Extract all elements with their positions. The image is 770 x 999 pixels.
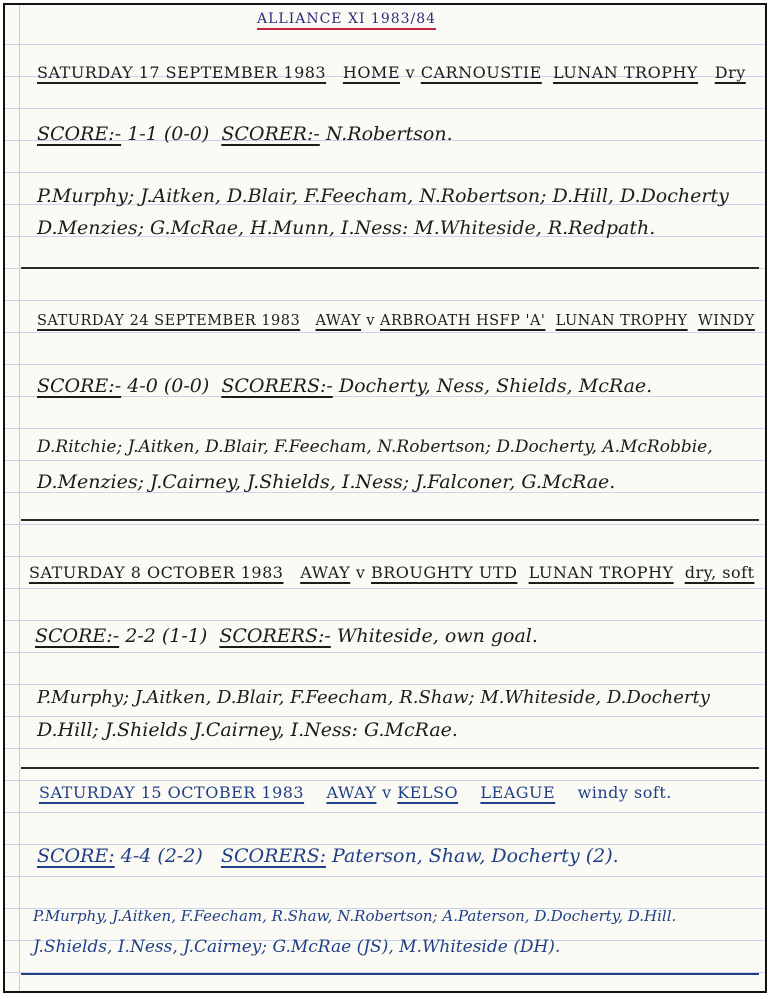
match3-venue: AWAY — [300, 563, 351, 582]
match4-scorers: Paterson, Shaw, Docherty (2). — [332, 845, 619, 867]
match4-venue: AWAY — [326, 783, 377, 802]
match1-scorers: N.Robertson. — [325, 123, 453, 145]
separator-3 — [21, 767, 759, 769]
match1-competition: LUNAN TROPHY — [553, 63, 698, 82]
match3-conditions: dry, soft — [684, 563, 755, 582]
match1-scorers-label: SCORER:- — [221, 123, 320, 145]
separator-1 — [21, 267, 759, 269]
match2-venue: AWAY — [315, 313, 362, 329]
match3-team-line1: P.Murphy; J.Aitken, D.Blair, F.Feecham, R.Shaw; M.Whiteside, D.Docherty — [37, 687, 710, 708]
match4-conditions: windy soft. — [577, 783, 672, 802]
match2-score-line — [37, 375, 652, 397]
match1-vs: v — [405, 63, 416, 82]
match2-conditions: WINDY — [697, 313, 755, 329]
match1-conditions: Dry — [714, 63, 746, 82]
match3-scorers-label: SCORERS:- — [219, 625, 331, 647]
match3-date: SATURDAY 8 OCTOBER 1983 — [29, 563, 284, 582]
match2-scorers: Docherty, Ness, Shields, McRae. — [338, 375, 653, 397]
match4-competition: LEAGUE — [480, 783, 556, 802]
match2-date: SATURDAY 24 SEPTEMBER 1983 — [37, 313, 301, 329]
match3-score-line — [35, 625, 538, 647]
separator-2 — [21, 519, 759, 521]
match1-score: 1-1 (0-0) — [127, 123, 210, 145]
match1-score-line — [37, 123, 453, 145]
match4-score-label: SCORE: — [37, 845, 115, 867]
match1-score-label: SCORE:- — [37, 123, 122, 145]
match4-score-line — [37, 845, 619, 867]
notebook-page — [3, 3, 767, 993]
match4-score: 4-4 (2-2) — [120, 845, 203, 867]
match4-scorers-label: SCORERS: — [220, 845, 326, 867]
match1-date: SATURDAY 17 SEPTEMBER 1983 — [37, 63, 327, 82]
match1-opponent: CARNOUSTIE — [420, 63, 542, 82]
match4-team-line2: J.Shields, I.Ness, J.Cairney; G.McRae (JS), M.Whiteside (DH). — [33, 937, 561, 957]
page-title: ALLIANCE XI 1983/84 — [257, 11, 437, 27]
match2-team-line2: D.Menzies; J.Cairney, J.Shields, I.Ness; J.Falconer, G.McRae. — [37, 471, 616, 493]
match1-team-line1: P.Murphy; J.Aitken, D.Blair, F.Feecham, N.Robertson; D.Hill, D.Docherty — [37, 185, 729, 207]
match2-team-line1: D.Ritchie; J.Aitken, D.Blair, F.Feecham, N.Robertson; D.Docherty, A.McRobbie, — [37, 437, 713, 457]
match4-header — [39, 783, 672, 802]
match3-competition: LUNAN TROPHY — [528, 563, 674, 582]
match2-vs: v — [366, 313, 375, 329]
match1-header — [37, 63, 746, 82]
match2-header — [37, 313, 755, 329]
match3-scorers: Whiteside, own goal. — [336, 625, 538, 647]
match2-opponent: ARBROATH HSFP 'A' — [380, 313, 546, 329]
match3-team-line2: D.Hill; J.Shields J.Cairney, I.Ness: G.McRae. — [37, 719, 458, 741]
match4-team-line1: P.Murphy, J.Aitken, F.Feecham, R.Shaw, N.Robertson; A.Paterson, D.Docherty, D.Hill. — [33, 907, 677, 925]
margin-line — [19, 5, 20, 991]
match4-opponent: KELSO — [397, 783, 459, 802]
match2-competition: LUNAN TROPHY — [555, 313, 688, 329]
match3-header — [29, 563, 754, 582]
match4-date: SATURDAY 15 OCTOBER 1983 — [39, 783, 305, 802]
match2-scorers-label: SCORERS:- — [221, 375, 333, 397]
match2-score-label: SCORE:- — [37, 375, 122, 397]
match3-opponent: BROUGHTY UTD — [370, 563, 518, 582]
match1-team-line2: D.Menzies; G.McRae, H.Munn, I.Ness: M.Whiteside, R.Redpath. — [37, 217, 656, 239]
match4-vs: v — [382, 783, 392, 802]
match1-venue: HOME — [342, 63, 401, 82]
match3-vs: v — [355, 563, 366, 582]
match3-score-label: SCORE:- — [35, 625, 120, 647]
match2-score: 4-0 (0-0) — [127, 375, 210, 397]
separator-4 — [21, 973, 759, 975]
match3-score: 2-2 (1-1) — [125, 625, 208, 647]
